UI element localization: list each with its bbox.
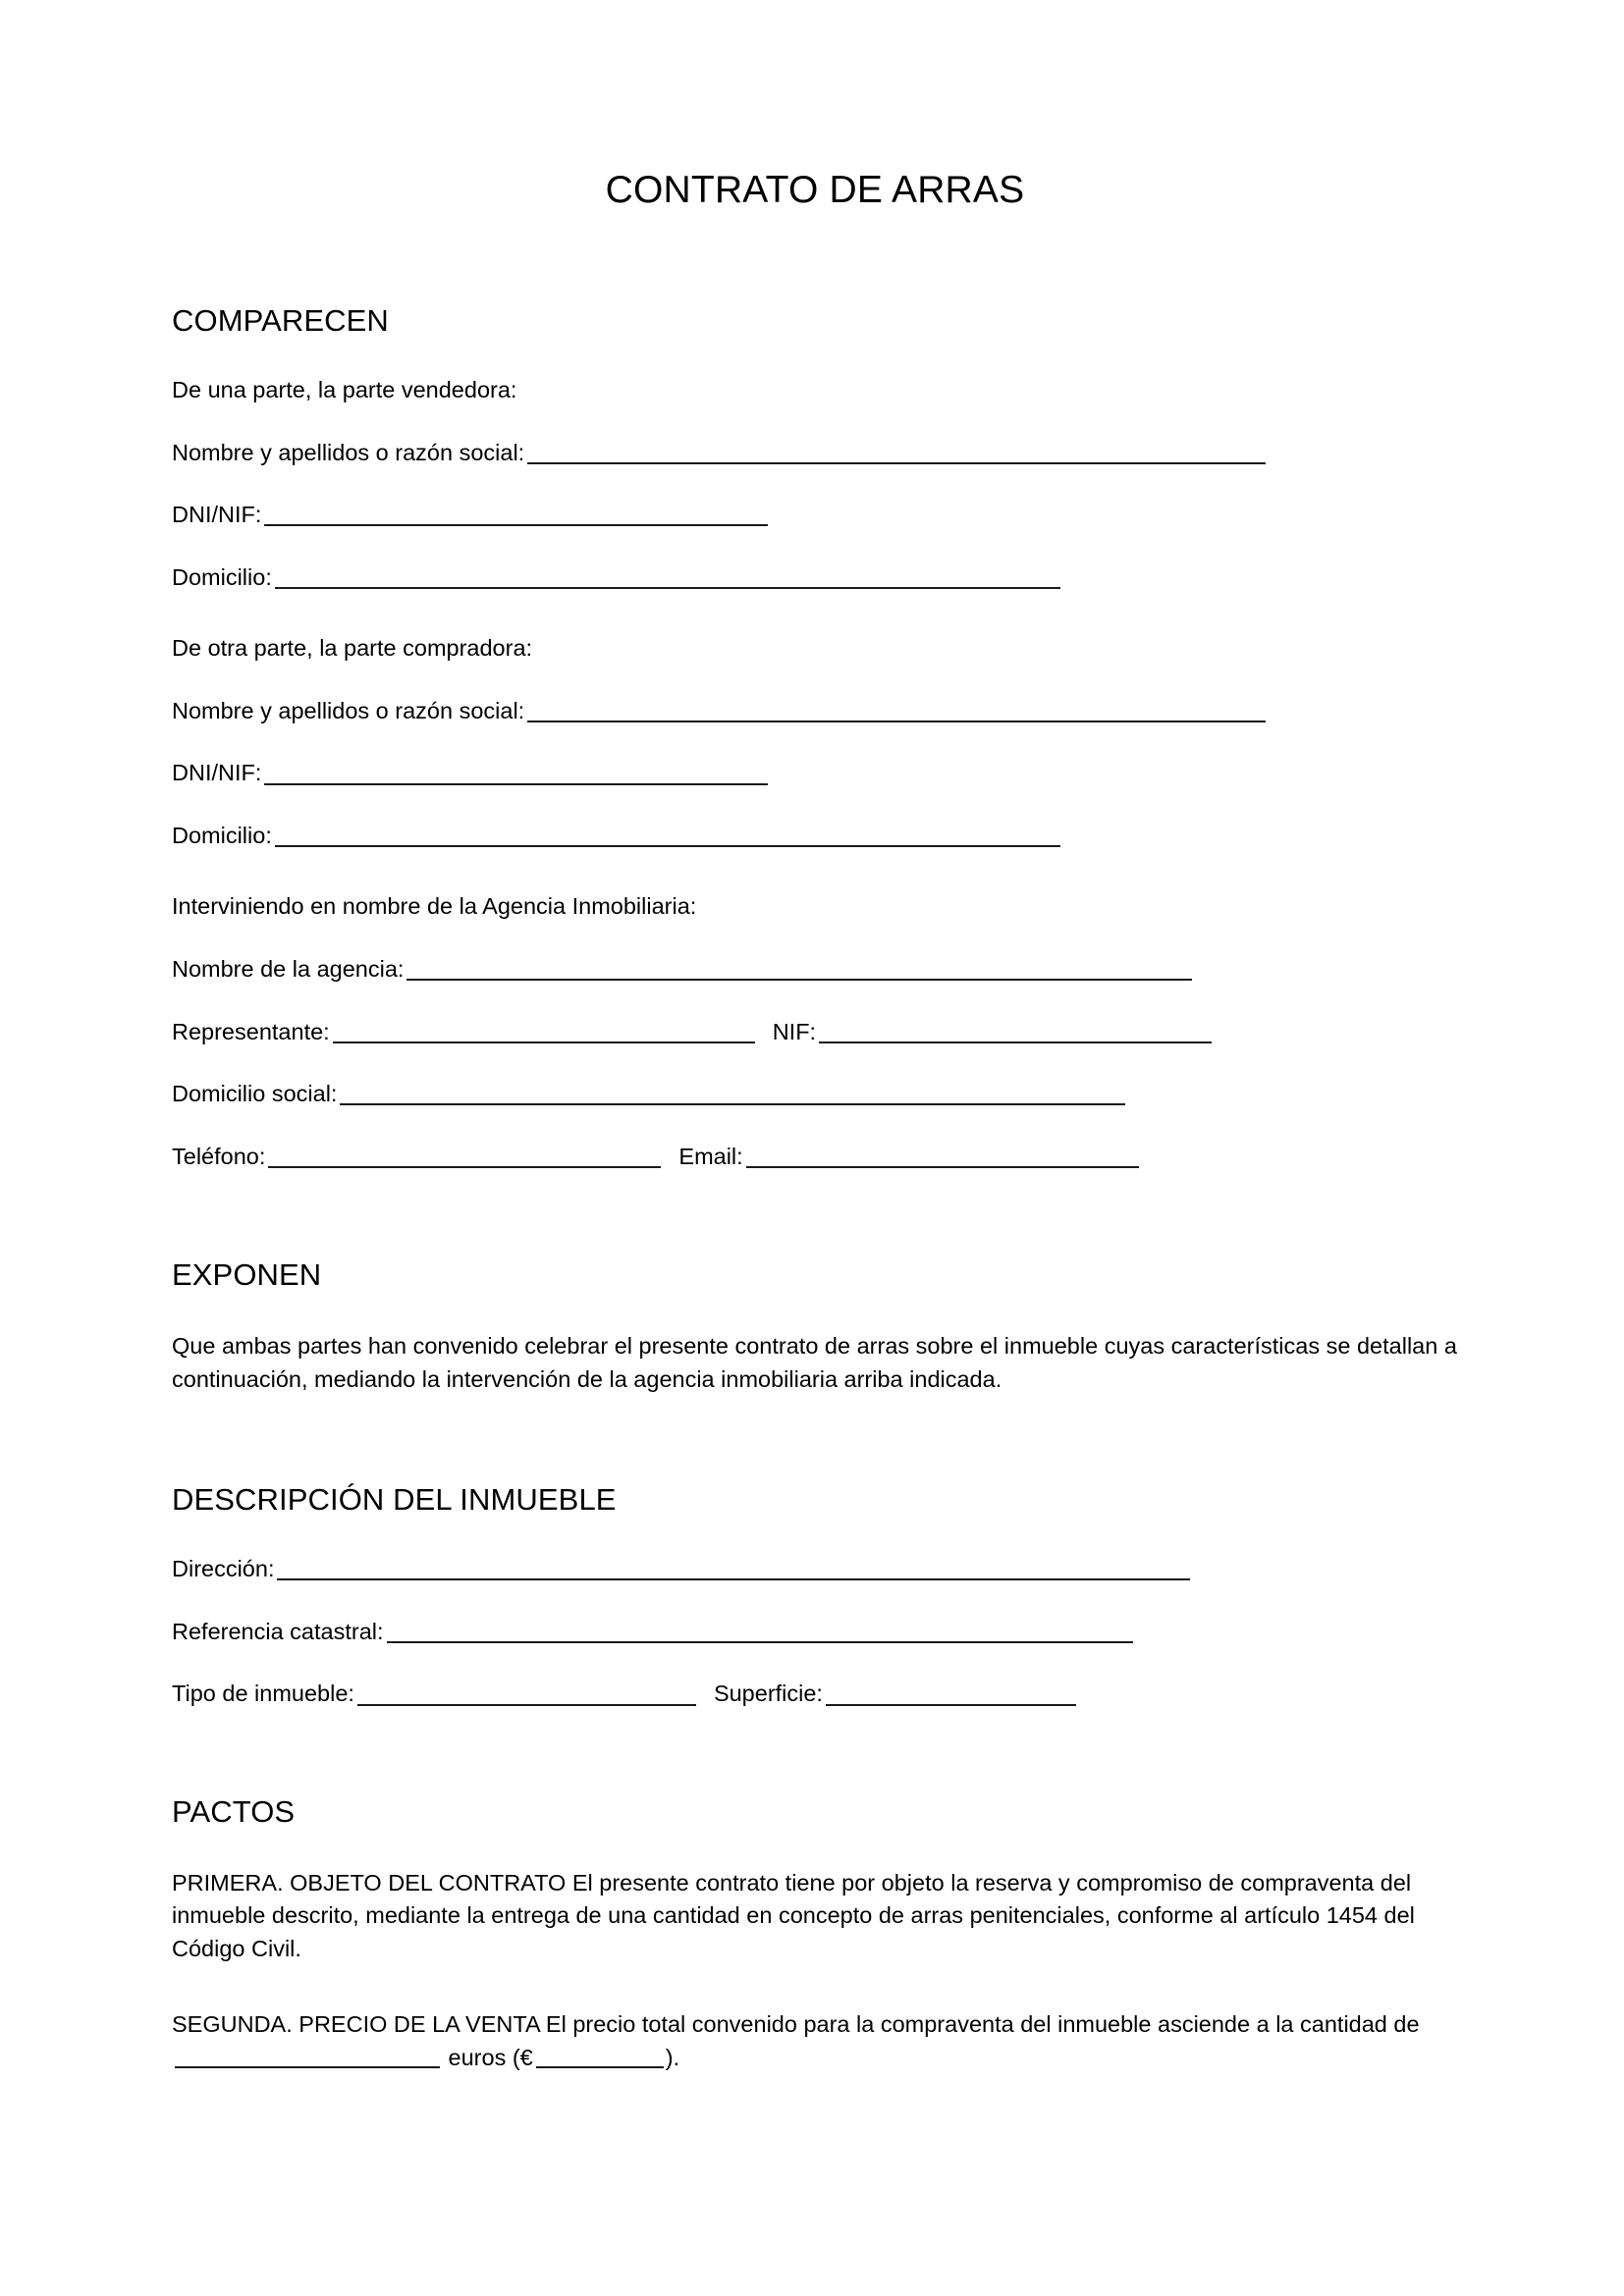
agencia-domicilio-social-row <box>172 1079 1458 1109</box>
inmueble-referencia-catastral-label: Referencia catastral: <box>172 1618 384 1644</box>
agencia-telefono-row <box>172 1142 1458 1172</box>
compradora-nombre-input[interactable] <box>527 699 1266 722</box>
pacto-segunda-text-euros: euros (€ <box>448 2044 533 2070</box>
vendedora-domicilio-row <box>172 562 1458 593</box>
exponen-paragraph: Que ambas partes han convenido celebrar el presente contrato de arras sobre el inmueble cuyas características se detallan a continuación, mediando la intervención de la agencia inmobiliaria arriba indicada. <box>172 1333 1457 1392</box>
compradora-domicilio-label: Domicilio: <box>172 822 272 848</box>
agencia-nombre-row <box>172 954 1458 985</box>
pacto-segunda-text-after: ). <box>665 2044 680 2070</box>
agencia-intro <box>172 891 1458 922</box>
section-heading-pactos: PACTOS <box>172 1793 296 1829</box>
inmueble-direccion-input[interactable] <box>277 1557 1190 1580</box>
pacto-segunda-text-before: SEGUNDA. PRECIO DE LA VENTA El precio total convenido para la compraventa del inmueble asciende a la cantidad de <box>172 2011 1420 2038</box>
compradora-dni-label: DNI/NIF: <box>172 760 262 786</box>
compradora-dni-row <box>172 758 1458 788</box>
agencia-domicilio-social-label: Domicilio social: <box>172 1081 338 1107</box>
inmueble-superficie-input[interactable] <box>826 1682 1076 1705</box>
section-heading-exponen: EXPONEN <box>172 1257 322 1293</box>
agencia-nombre-input[interactable] <box>406 957 1192 981</box>
compradora-nombre-label: Nombre y apellidos o razón social: <box>172 697 525 723</box>
compradora-dni-input[interactable] <box>264 761 768 784</box>
pacto-segunda-importe-input[interactable] <box>536 2044 664 2067</box>
section-heading-comparecen: COMPARECEN <box>172 302 389 338</box>
inmueble-direccion-row <box>172 1554 1458 1584</box>
compradora-nombre-row <box>172 696 1458 726</box>
agencia-representante-row <box>172 1017 1458 1047</box>
pacto-segunda-cantidad-input[interactable] <box>175 2044 440 2067</box>
agencia-representante-input[interactable] <box>333 1019 755 1042</box>
inmueble-superficie-label: Superficie: <box>713 1681 823 1707</box>
vendedora-nombre-label: Nombre y apellidos o razón social: <box>172 439 525 465</box>
compradora-intro <box>172 633 1458 664</box>
agencia-email-input[interactable] <box>746 1145 1139 1168</box>
agencia-representante-label: Representante: <box>172 1018 330 1044</box>
vendedora-intro <box>172 375 1458 405</box>
vendedora-domicilio-input[interactable] <box>275 565 1060 589</box>
pacto-primera-paragraph: PRIMERA. OBJETO DEL CONTRATO El presente contrato tiene por objeto la reserva y compromiso de compraventa del inmueble descrito, mediante la entrega de una cantidad en concepto de arras penitenciales, conforme al artículo 1454 del Código Civil. <box>172 1870 1415 1961</box>
section-heading-descripcion-inmueble: DESCRIPCIÓN DEL INMUEBLE <box>172 1482 617 1518</box>
vendedora-dni-input[interactable] <box>264 503 768 526</box>
agencia-nombre-label: Nombre de la agencia: <box>172 955 405 982</box>
inmueble-tipo-input[interactable] <box>357 1682 696 1705</box>
vendedora-nombre-row <box>172 438 1458 468</box>
pacto-segunda-paragraph <box>172 2008 1458 2074</box>
inmueble-direccion-label: Dirección: <box>172 1556 275 1582</box>
agencia-telefono-label: Teléfono: <box>172 1143 266 1169</box>
compradora-domicilio-input[interactable] <box>275 824 1060 847</box>
inmueble-tipo-label: Tipo de inmueble: <box>172 1681 354 1707</box>
compradora-domicilio-row <box>172 821 1458 851</box>
inmueble-referencia-catastral-input[interactable] <box>387 1620 1133 1643</box>
agencia-intro-text: Interviniendo en nombre de la Agencia Inmobiliaria: <box>172 893 697 920</box>
vendedora-intro-text: De una parte, la parte vendedora: <box>172 377 517 403</box>
vendedora-nombre-input[interactable] <box>527 440 1266 463</box>
agencia-domicilio-social-input[interactable] <box>340 1082 1125 1105</box>
inmueble-tipo-superficie-row <box>172 1679 1458 1709</box>
agencia-nif-label: NIF: <box>772 1018 817 1044</box>
inmueble-referencia-catastral-row <box>172 1617 1458 1647</box>
vendedora-domicilio-label: Domicilio: <box>172 563 272 590</box>
agencia-telefono-input[interactable] <box>268 1145 661 1168</box>
compradora-intro-text: De otra parte, la parte compradora: <box>172 635 533 662</box>
agencia-nif-input[interactable] <box>819 1019 1212 1042</box>
document-content <box>172 0 1458 2097</box>
vendedora-dni-row <box>172 500 1458 530</box>
vendedora-dni-label: DNI/NIF: <box>172 502 262 528</box>
agencia-email-label: Email: <box>678 1143 743 1169</box>
page-title: CONTRATO DE ARRAS <box>605 169 1025 211</box>
